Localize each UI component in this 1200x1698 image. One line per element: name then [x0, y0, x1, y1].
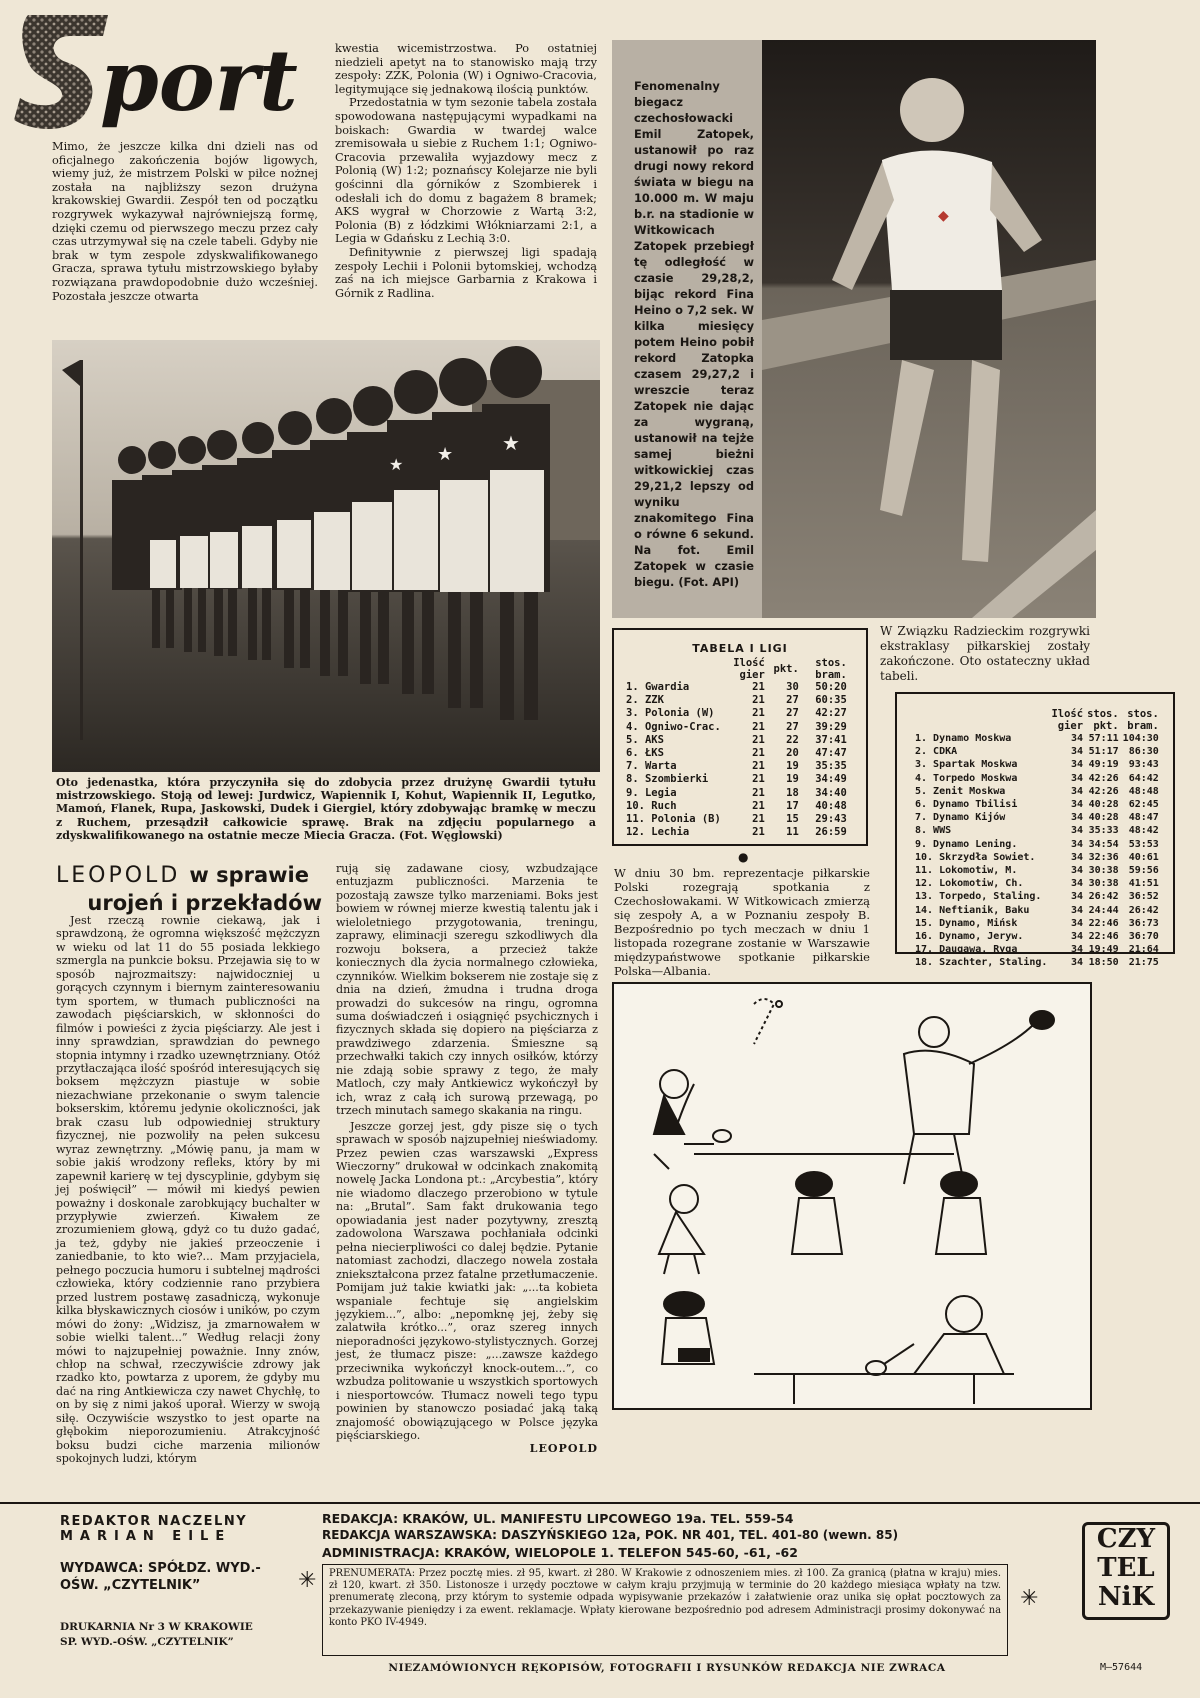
soviet-cell: 93:43	[1128, 759, 1159, 771]
logo-l2: TEL	[1097, 1553, 1155, 1583]
crowd-photo-logo	[8, 10, 310, 136]
leopold-col2	[336, 862, 598, 1456]
svg-text:port: port	[100, 31, 298, 130]
league-cell: 30	[786, 681, 799, 693]
soviet-cell: 34	[1071, 746, 1084, 758]
league-cell: 42:27	[815, 707, 847, 720]
soviet-team: 13. Torpedo, Staling.	[915, 891, 1042, 903]
soviet-team: 5. Zenit Moskwa	[915, 785, 1006, 797]
league-cell: 21	[752, 799, 765, 812]
footer-addresses	[322, 1510, 1012, 1561]
league-cell: 21	[752, 813, 765, 826]
soviet-cell: 34	[1071, 944, 1084, 956]
soviet-row	[913, 772, 1161, 785]
soviet-cell: 32:36	[1088, 851, 1119, 863]
leopold-col2-p2: Jeszcze gorzej jest, gdy pisze się o tych sprawach w sposób najzupełniej nieświadomy. Przez pewien czas warszawski „Express Wieczorny” drukował w odcinkach znakomitą nowelę Jacka Londona pt.: „Arcybestia”, który nie wiadomo dlaczego przerobiono w tytule na: „Brutal”. Sam fakt drukowania tego opowiadania jest nader pozytywny, zresztą zadowolona Warszawa pochłaniała odcinki pełna niecierpliwości co dalej będzie. Pytanie natomiast zachodzi, dlaczego nowela została zniekształcona przez fatalne przetłumaczenie. Pomijam już takie kwiatki jak: „...ta kobieta wspaniale fechtuje się angielskim językiem...”, albo: „nepomknę jej, żeby się zalatwiła krótko...”, oraz szereg innych nieporadności językowo-stylistycznych. Gorzej jest, że tłumacz pisze: „...zawsze każdego przeciwnika wykończył knock-outem...”, co wzbudza politowanie u wszystkich sportowych i niesportowców. Tłumacz noweli tego typu powinien by stanowczo posiadać jaką taką znajomość obowiązującego w Polsce języka pięściarskiego.	[336, 1119, 598, 1443]
article-col2-p1: kwestia wicemistrzostwa. Po ostatniej niedzieli apetyt na to stanowisko mają trzy zespoły: ZZK, Polonia (W) i Ogniwo-Cracovia, legitymujące się jednakową ilością punktów.	[335, 42, 597, 96]
league-cell: 27	[786, 694, 799, 707]
soviet-cell: 26:42	[1088, 891, 1119, 903]
soviet-cell: 42:26	[1088, 785, 1119, 797]
soviet-row	[913, 811, 1161, 824]
soviet-team: 16. Dynamo, Jeryw.	[915, 931, 1024, 943]
soviet-cell: 34	[1071, 878, 1084, 890]
zatopek-caption-box	[612, 40, 762, 618]
league-cell: 21	[752, 786, 765, 799]
leopold-heading	[56, 862, 322, 916]
team-photo-caption: Oto jedenastka, która przyczyniła się do zdobycia przez drużynę Gwardii tytułu mistrzowskiego. Stoją od lewej: Jurdwicz, Wapiennik I, Kohut, Wapiennik II, Legutko, Mamoń, Flanek, Rupa, Jaskowski, Dudek i Giergiel, który zdobywając bramkę w meczu z Ruchem, przesądził całkowicie sprawę. Brak na zdjęciu popularnego a zdyskwalifikowanego na ostatnie mecze Miecia Gracza. (Fot. Węglowski)	[56, 776, 596, 842]
zatopek-photo	[762, 40, 1096, 618]
soviet-row	[913, 890, 1161, 903]
leopold-col1-text: Jest rzeczą rownie ciekawą, jak i sprawdzoną, że ogromna większość mężczyzn w wieku od lat 11 do 55 posiada lekkiego szmergla na punkcie boksu. Przejawia się to w sposób najrozmaitszy: najwidoczniej u gorących czynnym i biernym zainteresowaniu tym sportem, w tłumach publiczności na zawodach pięściarskich, w skłonności do filmów i powieści z życia pięściarzy. Ale jest i inny sprawdzian, sprawdzian do pewnego stopnia intymny i rzadko uzewnętrzniany. Otóż przytłaczająca ilość spośród interesujących się boksem mężczyzn piastuje w sobie niezachwiane przekonanie o swym talencie bokserskim, któremu jedynie okoliczności, jak brak czasu lub odpowiedniej struktury fizycznej, nie pozwoliły na pełen sukcesu wyraz zewnętrzny. „Mówię panu, ja mam w sobie jakiś wrodzony refleks, który by mi zapewnił karierę w tej dyscyplinie, gdybym się jej poświęcił” — mówił mi kiedyś pewien poważny i doskonale zarobkujący buchalter w przypływie zwierzeń. Kiwałem ze zrozumieniem głową, gdyż co tu dużo gadać, ja też, gdyby nie jakieś przeoczenie i zaniedbanie, to kto wie?... Mam przyjaciela, pełnego poczucia humoru i subtelnej mądrości człowieka, który codziennie rano przybiera przed lustrem postawę zasadniczą, wykonuje kilka błyskawicznych ciosów i uników, po czym mówi do żony: „Widzisz, ja zmarnowałem w sobie wielki talent...” Według relacji żony mówi to najzupełniej poważnie. Inny znów, chłop na schwał, rzeczywiście zdrowy jak rzadko kto, powtarza z uporem, że gdyby mu dać na ring Antkiewicza czy nawet Chychłę, to on by się z nimi jakoś uporał. Wierzy w swoją siłę. Oczywiście wszystko to jest oparte na głębokim nieporozumieniu. Atrakcyjność boksu budzi ciche marzenia milionów spokojnych ludzi, którym	[56, 914, 320, 1466]
asterisk-right: ✳	[1020, 1586, 1039, 1611]
footer-printer	[60, 1620, 292, 1650]
footer-subscription-box	[322, 1564, 1008, 1656]
soviet-row	[913, 798, 1161, 811]
soviet-row	[913, 758, 1161, 771]
soviet-team: 12. Lokomotiw, Ch.	[915, 878, 1024, 890]
league-cell: 27	[786, 707, 799, 720]
cartoon-panel-2	[659, 1172, 986, 1274]
soviet-team: 15. Dynamo, Mińsk	[915, 917, 1018, 929]
league-cell: 50:20	[815, 681, 847, 693]
soviet-team: 10. Skrzydła Sowiet.	[915, 851, 1036, 863]
soviet-cell: 64:42	[1128, 772, 1159, 784]
soviet-row	[913, 745, 1161, 758]
footer-printer-l1: DRUKARNIA Nr 3 W KRAKOWIE	[60, 1621, 253, 1633]
league-row	[624, 826, 849, 839]
soviet-cell: 42:26	[1088, 772, 1119, 784]
team-photo	[52, 340, 600, 772]
soviet-cell: 62:45	[1128, 799, 1159, 811]
soviet-team: 8. WWS	[915, 825, 952, 837]
soviet-cell: 21:75	[1128, 957, 1159, 969]
soviet-cell: 18:50	[1088, 957, 1119, 969]
league-cell: 34:40	[815, 786, 847, 799]
league-row	[624, 813, 849, 826]
league-cell: 26:59	[815, 826, 847, 839]
soviet-team: 18. Szachter, Staling.	[915, 957, 1048, 969]
soviet-cell: 36:52	[1128, 891, 1159, 903]
soviet-cell: 41:51	[1128, 878, 1159, 890]
soviet-cell: 34	[1071, 851, 1084, 863]
league-cell: 19	[786, 773, 799, 786]
league-team: 6. ŁKS	[626, 747, 664, 760]
soviet-cell: 48:42	[1128, 825, 1159, 837]
league-cell: 21	[752, 720, 765, 733]
soviet-h5: pkt.	[1093, 720, 1119, 732]
league-cell: 21	[752, 681, 765, 693]
soviet-cell: 57:11	[1088, 733, 1119, 744]
league-cell: 39:29	[815, 720, 847, 733]
cartoon-panel-3	[662, 1292, 1014, 1404]
soviet-cell: 104:30	[1122, 733, 1159, 744]
soviet-cell: 40:28	[1088, 812, 1119, 824]
asterisk-left: ✳	[298, 1568, 317, 1593]
league-cell: 19	[786, 760, 799, 773]
soviet-team: 1. Dynamo Moskwa	[915, 733, 1012, 744]
soviet-cell: 40:61	[1128, 851, 1159, 863]
article-football-col2	[335, 42, 597, 300]
league-team: 10. Ruch	[626, 799, 677, 812]
soviet-cell: 34	[1071, 904, 1084, 916]
league-team: 7. Warta	[626, 760, 677, 773]
logo-l1: CZY	[1096, 1524, 1156, 1554]
soviet-cell: 34:54	[1088, 838, 1119, 850]
soviet-team: 9. Dynamo Lening.	[915, 838, 1018, 850]
league-row	[624, 681, 849, 694]
soviet-cell: 34	[1071, 891, 1084, 903]
footer-addr3: ADMINISTRACJA: KRAKÓW, WIELOPOLE 1. TELEFON 545-60, -61, -62	[322, 1545, 798, 1560]
league-table	[624, 657, 849, 839]
league-cell: 21	[752, 773, 765, 786]
soviet-cell: 34	[1071, 865, 1084, 877]
article-col2-p2: Przedostatnia w tym sezonie tabela została spowodowana następującymi wypadkami na boiskach: Gwardia w twardej walce zremisowała u siebie z Ruchem 1:1; Ogniwo-Cracovia przewaliła wyjazdowy mecz z Polonią (W) 1:2; poznańscy Kolejarze nie byli gościnni dla górników z Szombierek i odesłali ich do domu z bagażem 8 bramek; AKS wygrał w Chorzowie z Wartą 3:2, Polonia (B) z łódzkimi Włókniarzami 2:1, a Legia w Gdańsku z Lechią 3:0.	[335, 96, 597, 246]
league-col-goals: stos. bram.	[815, 657, 847, 681]
league-cell: 21	[752, 760, 765, 773]
league-row	[624, 734, 849, 747]
soviet-cell: 34	[1071, 812, 1084, 824]
article-col2-p3: Definitywnie z pierwszej ligi spadają zespoły Lechii i Polonii bytomskiej, wchodzą zaś na ich miejsce Garbarnia z Krakowa i Górnik z Radlina.	[335, 245, 597, 300]
footer-publisher-l1: WYDAWCA: SPÓŁDZ. WYD.-	[60, 1561, 261, 1576]
league-row	[624, 800, 849, 813]
soviet-row	[913, 838, 1161, 851]
soviet-cell: 34	[1071, 931, 1084, 943]
soviet-row	[913, 930, 1161, 943]
soviet-h2: stos.	[1087, 708, 1119, 720]
soviet-row	[913, 824, 1161, 837]
league-cell: 15	[786, 813, 799, 826]
footer-addr2: REDAKCJA WARSZAWSKA: DASZYŃSKIEGO 12a, POK. NR 401, TEL. 401-80 (wewn. 85)	[322, 1528, 899, 1542]
league-cell: 34:49	[815, 773, 847, 786]
soviet-team: 14. Neftianik, Baku	[915, 904, 1030, 916]
league-cell: 18	[786, 786, 799, 799]
soviet-h3: stos.	[1127, 708, 1159, 720]
league-cell: 60:35	[815, 694, 847, 707]
czytelnik-logo	[1082, 1522, 1170, 1620]
soviet-team: 7. Dynamo Kijów	[915, 812, 1006, 824]
soviet-cell: 24:44	[1088, 904, 1119, 916]
footer-rule-top	[0, 1502, 1200, 1504]
soviet-cell: 21:64	[1128, 944, 1159, 956]
league-row	[624, 721, 849, 734]
league-row	[624, 707, 849, 720]
footer-printer-l2: SP. WYD.-OŚW. „CZYTELNIK”	[60, 1636, 234, 1648]
soviet-cell: 30:38	[1088, 878, 1119, 890]
soviet-cell: 59:56	[1128, 865, 1159, 877]
league-cell: 11	[786, 826, 799, 839]
league-team: 3. Polonia (W)	[626, 707, 715, 720]
soviet-cell: 86:30	[1128, 746, 1159, 758]
cartoon-panel-1	[654, 999, 1054, 1184]
footer-editor-l1: REDAKTOR NACZELNY	[60, 1514, 248, 1529]
footer-publisher-l2: OŚW. „CZYTELNIK”	[60, 1578, 201, 1593]
soviet-team: 3. Spartak Moskwa	[915, 759, 1018, 771]
soviet-cell: 26:42	[1128, 904, 1159, 916]
soviet-cell: 34	[1071, 838, 1084, 850]
league-team: 11. Polonia (B)	[626, 813, 721, 826]
czechoslovakia-note: W dniu 30 bm. reprezentacje piłkarskie Polski rozegrają spotkania z Czechosłowakami. W Witkowicach zmierzą się zespoły A, a w Poznaniu zespoły B. Bezpośrednio po tych meczach w dniu 1 listopada rozegrane zostanie w Warszawie międzypaństwowe spotkanie piłkarskie Polska—Albania.	[614, 866, 870, 978]
league-cell: 27	[786, 720, 799, 733]
league-table-box	[612, 628, 868, 846]
svg-text:★: ★	[502, 431, 520, 455]
league-cell: 40:48	[815, 799, 847, 812]
soviet-cell: 34	[1071, 799, 1084, 811]
soviet-cell: 40:28	[1088, 799, 1119, 811]
soviet-h6: bram.	[1127, 720, 1159, 732]
soviet-cell: 36:73	[1128, 917, 1159, 929]
footer-subscription: PRENUMERATA: Przez pocztę mies. zł 95, kwart. zł 280. W Krakowie z odnoszeniem mies. zł 100. Za granicą (płatna w kraju) mies. zł 120, kwart. zł 350. Listonosze i urzędy pocztowe w całym kraju przyjmują w terminie do 20 każdego miesiąca wpłaty na tzw. prenumeratę zleconą, przy którym to systemie odpada wypisywanie przekazów i załatwienie oraz unika się opłat pocztowych za przekazywanie pieniędzy i za ewent. reklamacje. Wpłaty kierowane bezpośrednio pod adresem Administracji prosimy dokonywać na konto PKO IV-4949.	[329, 1568, 1001, 1628]
soviet-cell: 34	[1071, 917, 1084, 929]
league-cell: 21	[752, 694, 765, 707]
separator-star: ●	[738, 850, 749, 864]
soviet-cell: 19:49	[1088, 944, 1119, 956]
league-table-title: TABELA I LIGI	[692, 642, 788, 655]
soviet-cell: 22:46	[1088, 931, 1119, 943]
soviet-h4: gier	[1057, 720, 1084, 732]
league-team: 1. Gwardia	[626, 681, 690, 693]
soviet-team: 17. Daugawa, Ryga	[915, 944, 1018, 956]
leopold-title-rest: w sprawie	[189, 863, 309, 887]
soviet-row	[913, 785, 1161, 798]
league-col-points: pkt.	[773, 663, 799, 675]
zatopek-caption: Fenomenalny biegacz czechosłowacki Emil Zatopek, ustanowił po raz drugi nowy rekord świata w biegu na 10.000 m. W maju b.r. na stadionie w Witkowicach Zatopek przebiegł tę odległość w czasie 29,28,2, bijąc rekord Fina Heino o 7,2 sek. W kilka miesięcy potem Heino pobił rekord Zatopka czasem 29,27,2 i wreszcie teraz Zatopek nie dając za wygraną, ustanowił na tejże samej bieżni witkowickiej czas 29,21,2 lepszy od wyniku znakomitego Fina o równe 6 sekund. Na fot. Emil Zatopek w czasie biegu. (Fot. API)	[634, 79, 754, 589]
soviet-row	[913, 864, 1161, 877]
soviet-cell: 30:38	[1088, 865, 1119, 877]
svg-text:◆: ◆	[938, 208, 949, 224]
league-cell: 21	[752, 707, 765, 720]
soviet-cell: 36:70	[1128, 931, 1159, 943]
soviet-team: 2. CDKA	[915, 746, 958, 758]
soviet-h1: Ilość	[1051, 708, 1084, 720]
article-football-col1: Mimo, że jeszcze kilka dni dzieli nas od oficjalnego zakończenia bojów ligowych, wiemy już, że mistrzem Polski w piłce nożnej została na najbliższy sezon drużyna krakowskiej Gwardii. Zespół ten od początku rozgrywek wykazywał najrówniejszą formę, dzięki czemu od pierwszego meczu przez cały czas utrzymywał się na czele tabeli. Gdyby nie brak w tym zespole zdyskwalifikowanego Gracza, sprawa tytułu mistrzowskiego byłaby rozwiązana prawdopodobnie dużo wcześniej. Pozostała jeszcze otwarta	[52, 140, 318, 303]
league-cell: 35:35	[815, 760, 847, 773]
leopold-title-main: LEOPOLD	[56, 863, 181, 888]
league-cell: 22	[786, 733, 799, 746]
league-cell: 47:47	[815, 747, 847, 760]
soviet-team: 4. Torpedo Moskwa	[915, 772, 1018, 784]
soviet-cell: 35:33	[1088, 825, 1119, 837]
league-row	[624, 787, 849, 800]
league-row	[624, 773, 849, 786]
league-team: 5. AKS	[626, 733, 664, 746]
soviet-cell: 34	[1071, 733, 1084, 744]
soviet-cell: 49:19	[1088, 759, 1119, 771]
ping-pong-cartoon	[612, 982, 1092, 1410]
soviet-table-box	[895, 692, 1175, 969]
soviet-cell: 48:48	[1128, 785, 1159, 797]
sport-logo	[8, 10, 310, 136]
league-team: 8. Szombierki	[626, 773, 709, 786]
league-cell: 21	[752, 747, 765, 760]
soviet-team: 6. Dynamo Tbilisi	[915, 799, 1018, 811]
footer-publisher	[60, 1560, 292, 1594]
leopold-col1	[56, 914, 320, 1466]
logo-l3: NiK	[1097, 1582, 1155, 1612]
footer-addr1: REDAKCJA: KRAKÓW, UL. MANIFESTU LIPCOWEGO 19a. TEL. 559-54	[322, 1511, 794, 1526]
league-team: 12. Lechia	[626, 826, 690, 839]
soviet-row	[913, 956, 1161, 969]
soviet-row	[913, 877, 1161, 890]
soviet-cell: 34	[1071, 772, 1084, 784]
soviet-cell: 22:46	[1088, 917, 1119, 929]
league-cell: 21	[752, 826, 765, 839]
soviet-intro: W Związku Radzieckim rozgrywki ekstraklasy piłkarskiej zostały zakończone. Oto ostateczny układ tabeli.	[880, 624, 1090, 683]
leopold-title-line2: urojeń i przekładów	[87, 891, 322, 915]
league-cell: 20	[786, 747, 799, 760]
league-cell: 21	[752, 733, 765, 746]
league-cell: 37:41	[815, 733, 847, 746]
league-row	[624, 760, 849, 773]
soviet-cell: 34	[1071, 785, 1084, 797]
leopold-col2-p1: rują się zadawane ciosy, wzbudzające entuzjazm publiczności. Marzenia te pozostają zawsze tylko marzeniami. Boks jest bowiem w równej mierze kwestią talentu jak i wieloletniego przygotowania, treningu, zaprawy, eliminacji szeregu szkodliwych dla rozwoju boksera, a przecież także koniecznych dla życia normalnego człowieka, czynników. Wielkim bokserem nie zostaje się z dnia na dzień, żmudna i trudna droga prowadzi do sukcesów na ringu, ogromna suma doświadczeń i osiągnięć psychicznych i fizycznych składa się dopiero na pięściarza z prawdziwego zdarzenia. Śmieszne są przechwałki takich czy innych osiłków, którzy nie zdają sobie sprawy z tego, że mały Matloch, czy mały Antkiewicz wykończył by ich, wraz z całą ich surową przewagą, po trzech minutach samego skakania na ringu.	[336, 862, 598, 1118]
soviet-table	[913, 708, 1161, 970]
league-team: 9. Legia	[626, 786, 677, 799]
svg-text:★: ★	[389, 455, 404, 474]
league-row	[624, 694, 849, 707]
soviet-cell: 34	[1071, 825, 1084, 837]
soviet-cell: 34	[1071, 957, 1084, 969]
footer-notice: NIEZAMÓWIONYCH RĘKOPISÓW, FOTOGRAFII I RYSUNKÓW REDAKCJA NIE ZWRACA	[388, 1662, 946, 1674]
league-cell: 17	[786, 799, 799, 812]
soviet-team: 11. Lokomotiw, M.	[915, 865, 1018, 877]
league-cell: 29:43	[815, 813, 847, 826]
league-team: 2. ZZK	[626, 694, 664, 707]
soviet-row	[913, 917, 1161, 930]
league-col-games: Ilość gier	[733, 657, 765, 681]
leopold-signature: LEOPOLD	[529, 1442, 598, 1456]
svg-text:★: ★	[437, 444, 454, 465]
soviet-row	[913, 732, 1161, 745]
soviet-row	[913, 904, 1161, 917]
league-row	[624, 747, 849, 760]
soviet-cell: 51:17	[1088, 746, 1119, 758]
footer-code: M—57644	[1100, 1662, 1143, 1673]
soviet-cell: 53:53	[1128, 838, 1159, 850]
soviet-row	[913, 851, 1161, 864]
soviet-cell: 48:47	[1128, 812, 1159, 824]
footer-editor-l2: MARIAN EILE	[60, 1529, 232, 1544]
soviet-cell: 34	[1071, 759, 1084, 771]
soviet-row	[913, 943, 1161, 956]
footer-editor	[60, 1514, 292, 1544]
league-team: 4. Ogniwo-Crac.	[626, 720, 721, 733]
